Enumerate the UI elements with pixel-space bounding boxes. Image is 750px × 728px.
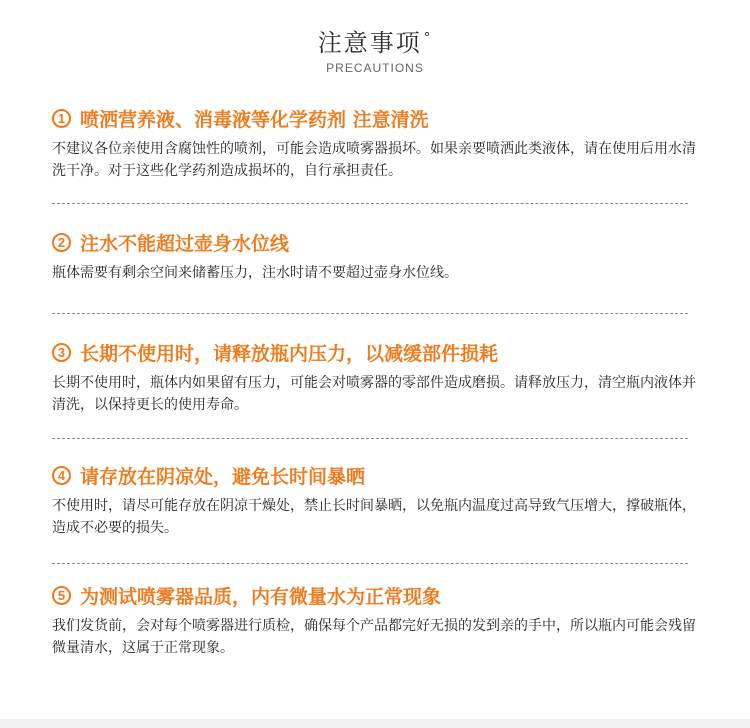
section-title: 为测试喷雾器品质，内有微量水为正常现象 bbox=[80, 585, 442, 608]
title-mark: ° bbox=[423, 31, 433, 46]
dashed-divider bbox=[52, 203, 688, 204]
dashed-divider bbox=[52, 563, 688, 564]
section-body: 不建议各位亲使用含腐蚀性的喷剂，可能会造成喷雾器损坏。如果亲要喷洒此类液体，请在使用后用水清洗干净。对于这些化学药剂造成损坏的，自行承担责任。 bbox=[52, 141, 696, 179]
precaution-section-4 bbox=[52, 463, 712, 539]
section-body: 我们发货前，会对每个喷雾器进行质检，确保每个产品都完好无损的发到亲的手中，所以瓶内可能会残留微量清水，这属于正常现象。 bbox=[52, 618, 696, 656]
section-heading bbox=[52, 106, 712, 130]
number-badge: 5 bbox=[52, 586, 71, 605]
section-title: 请存放在阴凉处，避免长时间暴晒 bbox=[80, 465, 366, 488]
section-heading bbox=[52, 463, 712, 487]
section-body: 不使用时，请尽可能存放在阴凉干燥处，禁止长时间暴晒，以免瓶内温度过高导致气压增大，撑破瓶体，造成不必要的损失。 bbox=[52, 498, 696, 536]
number-badge: 3 bbox=[52, 343, 71, 362]
precaution-section-5 bbox=[52, 583, 712, 659]
section-heading bbox=[52, 583, 712, 607]
section-body: 瓶体需要有剩余空间来储蓄压力，注水时请不要超过壶身水位线。 bbox=[52, 265, 458, 281]
number-badge: 1 bbox=[52, 109, 71, 128]
number-badge: 4 bbox=[52, 466, 71, 485]
section-title: 注水不能超过壶身水位线 bbox=[80, 232, 290, 255]
page-title-text: 注意事项 bbox=[317, 29, 422, 57]
section-title: 长期不使用时，请释放瓶内压力，以减缓部件损耗 bbox=[80, 342, 499, 365]
dashed-divider bbox=[52, 313, 688, 314]
section-title: 喷洒营养液、消毒液等化学药剂 注意清洗 bbox=[80, 108, 429, 131]
precaution-section-1 bbox=[52, 106, 712, 182]
section-heading bbox=[52, 230, 712, 254]
section-heading bbox=[52, 340, 712, 364]
dashed-divider bbox=[52, 438, 688, 439]
precaution-section-2 bbox=[52, 230, 712, 284]
precaution-section-3 bbox=[52, 340, 712, 416]
page-title bbox=[0, 28, 750, 58]
page-subtitle: PRECAUTIONS bbox=[326, 61, 424, 75]
section-body: 长期不使用时，瓶体内如果留有压力，可能会对喷雾器的零部件造成磨损。请释放压力，清空瓶内液体并清洗，以保持更长的使用寿命。 bbox=[52, 375, 696, 413]
bottom-band bbox=[0, 719, 750, 728]
number-badge: 2 bbox=[52, 233, 71, 252]
